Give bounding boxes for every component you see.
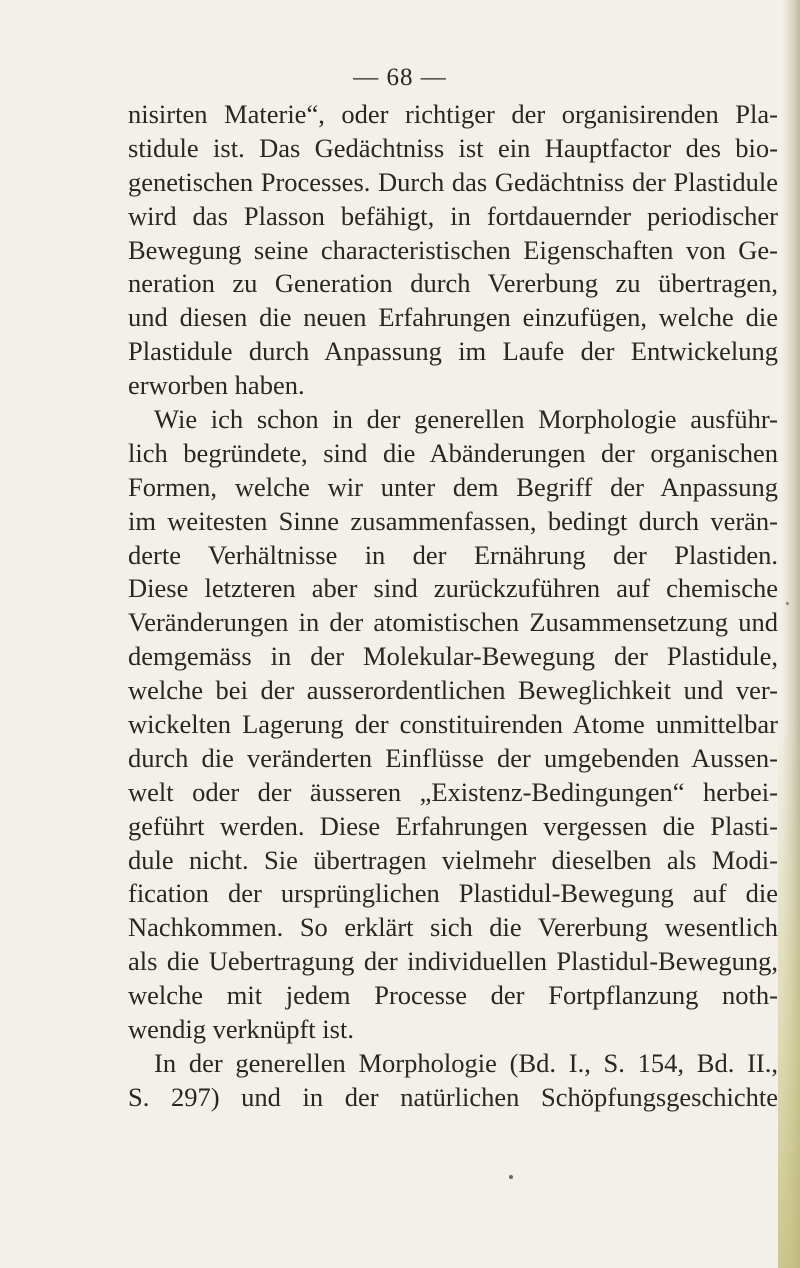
text-line: geführt werden. Diese Erfahrungen vergessen die Plasti-: [128, 810, 778, 841]
body-text: [128, 98, 778, 1115]
text-line: Veränderungen in der atomistischen Zusammensetzung und: [128, 607, 778, 638]
text-line: welt oder der äusseren „Existenz-Bedingungen“ herbei-: [128, 776, 778, 807]
text-line: als die Uebertragung der individuellen Plastidul-Bewegung,: [128, 946, 778, 977]
text-line: lich begründete, sind die Abänderungen der organischen: [128, 437, 778, 468]
text-line: Wie ich schon in der generellen Morphologie ausführ-: [154, 404, 778, 435]
page-edge-stain: [778, 708, 800, 1268]
text-line: dule nicht. Sie übertragen vielmehr dieselben als Modi-: [128, 844, 778, 875]
text-line: wendig verknüpft ist.: [128, 1014, 354, 1045]
text-line: durch die veränderten Einflüsse der umgebenden Aussen-: [128, 742, 778, 773]
text-line: wird das Plasson befähigt, in fortdauernder periodischer: [128, 200, 778, 231]
text-line: und diesen die neuen Erfahrungen einzufügen, welche die: [128, 302, 778, 333]
text-line: Formen, welche wir unter dem Begriff der Anpassung: [128, 471, 778, 502]
text-line: im weitesten Sinne zusammenfassen, bedingt durch verän-: [128, 505, 778, 536]
text-line: Nachkommen. So erklärt sich die Vererbung wesentlich: [128, 912, 778, 943]
text-line: neration zu Generation durch Vererbung zu übertragen,: [128, 268, 778, 299]
page-number: — 68 —: [353, 64, 447, 91]
text-line: derte Verhältnisse in der Ernährung der Plastiden.: [128, 539, 778, 570]
text-line: S. 297) und in der natürlichen Schöpfungsgeschichte: [128, 1081, 778, 1112]
paper-speck: [509, 1175, 513, 1179]
text-line: genetischen Processes. Durch das Gedächtniss der Plastidule: [128, 166, 778, 197]
text-line: nisirten Materie“, oder richtiger der organisirenden Pla-: [128, 99, 778, 129]
text-line: stidule ist. Das Gedächtniss ist ein Hauptfactor des bio-: [128, 132, 778, 163]
text-line: fication der ursprünglichen Plastidul-Bewegung auf die: [128, 878, 778, 909]
text-line: welche bei der ausserordentlichen Beweglichkeit und ver-: [128, 675, 778, 706]
text-line: Plastidule durch Anpassung im Laufe der Entwickelung: [128, 336, 778, 367]
text-line: In der generellen Morphologie (Bd. I., S. 154, Bd. II.,: [154, 1047, 778, 1078]
text-line: Bewegung seine characteristischen Eigenschaften von Ge-: [128, 234, 778, 265]
text-line: wickelten Lagerung der constituirenden Atome unmittelbar: [128, 709, 778, 740]
text-line: Diese letzteren aber sind zurückzuführen auf chemische: [128, 573, 778, 604]
text-line: erworben haben.: [128, 370, 305, 401]
text-line: welche mit jedem Processe der Fortpflanzung noth-: [128, 980, 778, 1011]
text-line: demgemäss in der Molekular-Bewegung der Plastidule,: [128, 641, 778, 672]
